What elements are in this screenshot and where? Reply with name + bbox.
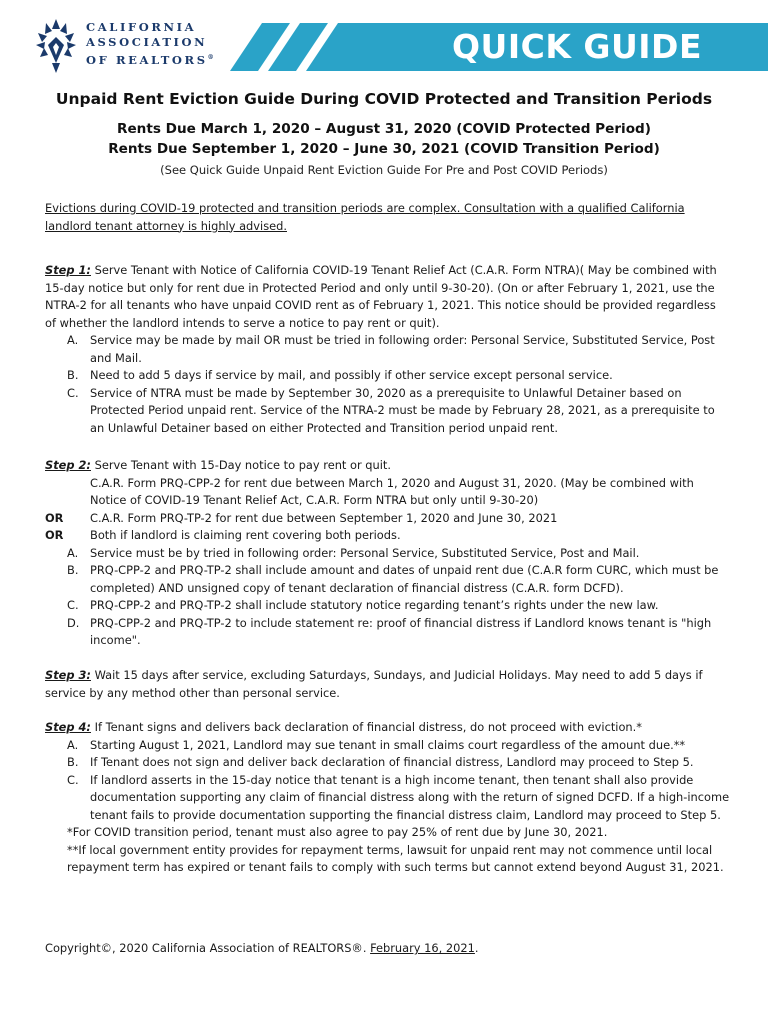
step-2-intro xyxy=(45,457,730,475)
step-2-section xyxy=(45,457,730,650)
list-item xyxy=(45,597,730,615)
list-item xyxy=(45,385,730,438)
footnote-transition: *For COVID transition period, tenant must also agree to pay 25% of rent due by June 30, 2021. xyxy=(67,825,608,839)
list-text: If Tenant does not sign and deliver back declaration of financial distress, Landlord may proceed to Step 5. xyxy=(90,755,694,769)
list-text: Starting August 1, 2021, Landlord may sue tenant in small claims court regardless of the amount due.** xyxy=(90,737,686,752)
form-prq-tp-2: C.A.R. Form PRQ-TP-2 for rent due between September 1, 2020 and June 30, 2021 xyxy=(90,510,558,525)
copyright-text: Copyright©, 2020 California Association of REALTORS®. xyxy=(45,941,371,955)
subtitle-protected-period: Rents Due March 1, 2020 – August 31, 2020 (COVID Protected Period) xyxy=(117,121,651,137)
subtitle-transition-period: Rents Due September 1, 2020 – June 30, 2021 (COVID Transition Period) xyxy=(108,141,660,157)
list-item xyxy=(45,754,730,772)
step-1-text: Serve Tenant with Notice of California COVID-19 Tenant Relief Act (C.A.R. Form NTRA)( May be combined with 15-day notice but only for rent due in Protected Period and only until 9-30-20). (On or after February 1, 2021, use the NTRA-2 for all tenants who have unpaid COVID rent as of February 1, 2021. This notice should be provided regardless of whether the landlord intends to serve a notice to pay rent or quit). xyxy=(45,263,717,330)
logo-line-3: OF REALTORS xyxy=(86,52,208,67)
list-text: PRQ-CPP-2 and PRQ-TP-2 shall include statutory notice regarding tenant’s rights under the new law. xyxy=(90,598,659,612)
step-4-text: If Tenant signs and delivers back declaration of financial distress, do not proceed with eviction.* xyxy=(90,720,642,734)
car-logo xyxy=(30,15,260,85)
footnote-local-repayment: **If local government entity provides for repayment terms, lawsuit for unpaid rent may not commence until local repayment term has expired or tenant fails to comply with such terms but cannot extend beyond August 31, 2021. xyxy=(67,842,724,874)
quick-guide-banner xyxy=(230,23,768,71)
logo-registered-mark: ® xyxy=(207,54,214,61)
list-text: If landlord asserts in the 15-day notice that tenant is a high income tenant, then tenant shall also provide documentation supporting any claim of financial distress along with the return of signed DCFD. If a high-income tenant fails to provide documentation supporting the financial distress claim, Landlord may proceed to Step 5. xyxy=(90,772,730,822)
list-text: PRQ-CPP-2 and PRQ-TP-2 to include statement re: proof of financial distress if Landlord knows tenant is "high income". xyxy=(90,615,712,647)
copyright-footer xyxy=(45,940,479,958)
or-label: OR xyxy=(45,528,64,542)
revision-date: February 16, 2021 xyxy=(370,941,475,955)
list-letter: C. xyxy=(67,385,79,400)
page-title: Unpaid Rent Eviction Guide During COVID Protected and Transition Periods xyxy=(55,90,713,108)
reference-note: (See Quick Guide Unpaid Rent Eviction Guide For Pre and Post COVID Periods) xyxy=(160,163,608,177)
list-text: Service must be by tried in following order: Personal Service, Substituted Service, Post and Mail. xyxy=(90,545,640,560)
form-option-row xyxy=(45,510,730,528)
list-item xyxy=(45,772,730,825)
list-text: Need to add 5 days if service by mail, and possibly if other service except personal service. xyxy=(90,368,613,382)
step-3-text: Wait 15 days after service, excluding Saturdays, Sundays, and Judicial Holidays. May need to add 5 days if service by any method other than personal service. xyxy=(45,668,703,700)
logo-line-2: ASSOCIATION xyxy=(86,35,208,49)
logo-line-1: CALIFORNIA xyxy=(86,20,197,34)
list-text: Service of NTRA must be made by September 30, 2020 as a prerequisite to Unlawful Detainer based on Protected Period unpaid rent. Service of the NTRA-2 must be made by February 28, 2021, as a prerequisite to an Unlawful Detainer based on either Protected and Transition period unpaid rent. xyxy=(90,385,715,435)
list-letter: B. xyxy=(67,755,79,769)
list-text: PRQ-CPP-2 and PRQ-TP-2 shall include amount and dates of unpaid rent due (C.A.R form CURC, which must be completed) AND unsigned copy of tenant declaration of financial distress (C.A.R. form DCFD). xyxy=(90,563,719,595)
list-item xyxy=(45,737,730,755)
form-both: Both if landlord is claiming rent covering both periods. xyxy=(90,528,401,542)
step-1-section xyxy=(45,262,730,437)
step-3-intro xyxy=(45,667,730,702)
step-3-section xyxy=(45,667,730,702)
list-letter: B. xyxy=(67,563,79,577)
logo-wordmark xyxy=(86,20,214,68)
bear-seal-icon xyxy=(30,15,82,77)
list-letter: D. xyxy=(67,615,80,630)
list-item xyxy=(45,562,730,597)
list-letter: A. xyxy=(67,737,79,752)
step-3-label: Step 3: xyxy=(45,668,91,682)
list-item xyxy=(45,615,730,650)
step-2-text: Serve Tenant with 15-Day notice to pay rent or quit. xyxy=(90,458,391,472)
list-letter: B. xyxy=(67,368,79,382)
list-letter: C. xyxy=(67,772,79,787)
or-label: OR xyxy=(45,510,64,525)
list-letter: A. xyxy=(67,545,79,560)
list-letter: A. xyxy=(67,333,79,347)
footer-period: . xyxy=(474,941,479,955)
step-4-section xyxy=(45,719,730,877)
step-1-intro xyxy=(45,262,730,332)
list-letter: C. xyxy=(67,598,79,612)
step-4-intro xyxy=(45,719,730,737)
list-text: Service may be made by mail OR must be tried in following order: Personal Service, Substituted Service, Post and Mail. xyxy=(90,333,715,365)
form-prq-cpp-2: C.A.R. Form PRQ-CPP-2 for rent due between March 1, 2020 and August 31, 2020. (May be combined with Notice of COVID-19 Tenant Relief Act, C.A.R. Form NTRA but only until 9-30-20) xyxy=(90,475,694,507)
attorney-warning: Evictions during COVID-19 protected and transition periods are complex. Consultation with a qualified California landlord tenant attorney is highly advised. xyxy=(45,201,685,233)
form-option-row xyxy=(45,527,730,545)
step-2-label: Step 2: xyxy=(45,458,91,472)
list-item xyxy=(45,332,730,367)
banner-title: QUICK GUIDE xyxy=(451,27,702,66)
step-1-label: Step 1: xyxy=(45,263,91,277)
step-4-label: Step 4: xyxy=(45,720,91,734)
list-item xyxy=(45,367,730,385)
list-item xyxy=(45,545,730,563)
